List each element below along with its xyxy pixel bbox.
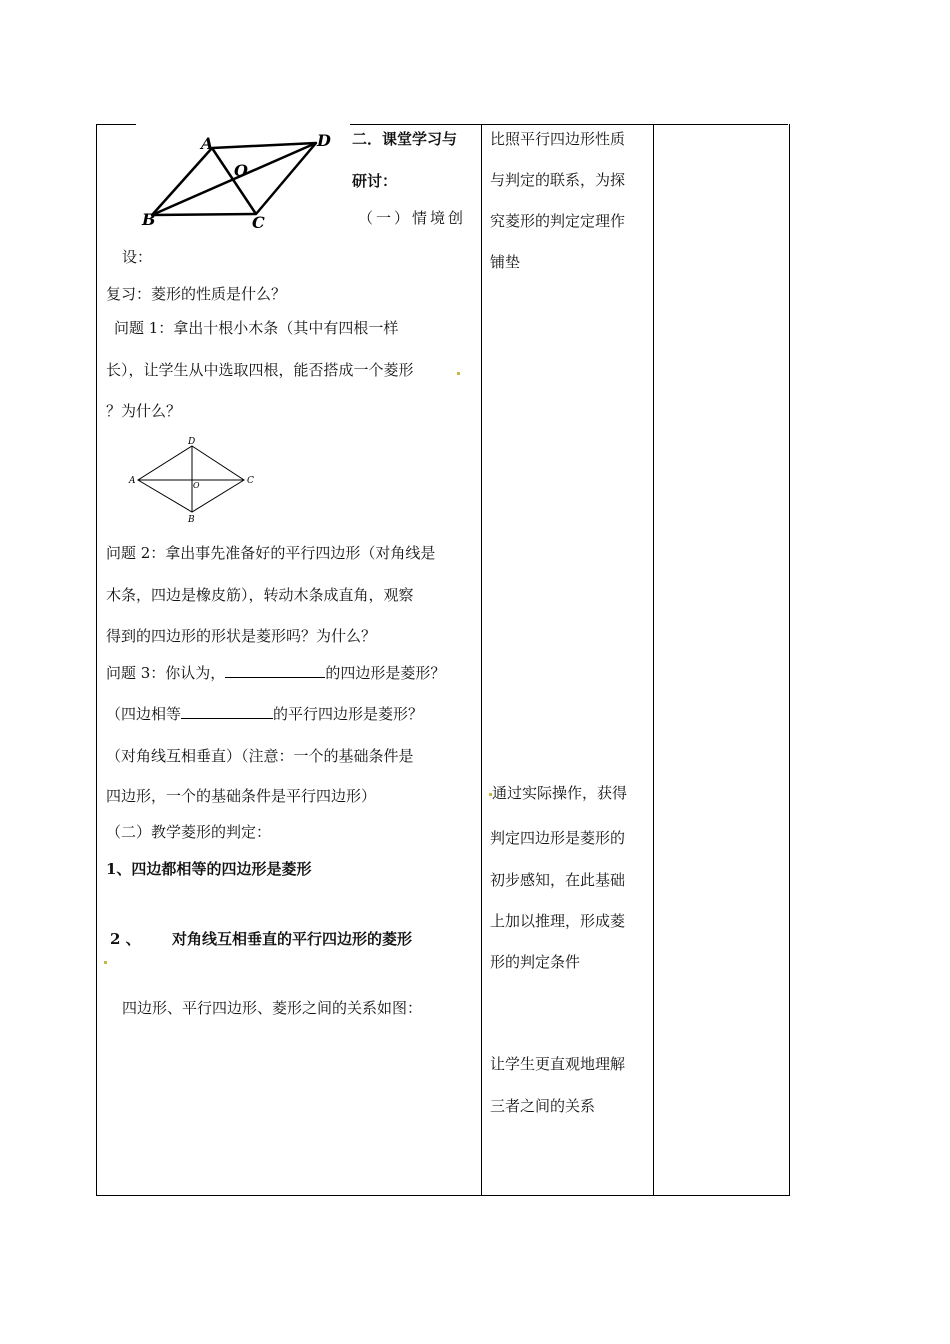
rhombus-rule-1: 1、四边都相等的四边形是菱形 bbox=[106, 860, 312, 878]
review-question: 复习：菱形的性质是什么？ bbox=[106, 285, 287, 303]
parallelogram-figure bbox=[138, 128, 338, 233]
question3-suffix: 的四边形是菱形？ bbox=[325, 664, 446, 682]
note2-line5: 形的判定条件 bbox=[490, 953, 581, 971]
question1-line3: ？为什么？ bbox=[106, 402, 182, 420]
subsection-one-line1: （一）情境创 bbox=[358, 209, 467, 227]
relation-statement: 四边形、平行四边形、菱形之间的关系如图： bbox=[122, 999, 423, 1017]
note1-line1: 比照平行四边形性质 bbox=[490, 130, 626, 148]
label-o: O bbox=[193, 481, 200, 490]
label-c: C bbox=[247, 476, 254, 486]
answer1-prefix: （四边相等 bbox=[106, 705, 182, 723]
label-a: A bbox=[201, 134, 214, 153]
label-c: C bbox=[252, 213, 265, 232]
label-a: A bbox=[129, 476, 136, 486]
rhombus-rule-2-number: 2 、 bbox=[110, 930, 141, 948]
question2-line1: 问题 2：拿出事先准备好的平行四边形（对角线是 bbox=[106, 544, 436, 562]
label-b: B bbox=[188, 515, 195, 524]
answer3: 四边形，一个的基础条件是平行四边形） bbox=[106, 787, 377, 805]
question3 bbox=[106, 663, 445, 683]
note3-line2: 三者之间的关系 bbox=[490, 1097, 596, 1115]
rhombus-figure bbox=[126, 436, 266, 524]
fill-blank[interactable] bbox=[181, 704, 273, 719]
note1-line3: 究菱形的判定定理作 bbox=[490, 212, 626, 230]
question2-line3: 得到的四边形的形状是菱形吗？为什么？ bbox=[106, 627, 377, 645]
answer1-suffix: 的平行四边形是菱形？ bbox=[273, 705, 424, 723]
question1-line1: 问题 1：拿出十根小木条（其中有四根一样 bbox=[114, 319, 399, 337]
note2-line4: 上加以推理，形成菱 bbox=[490, 912, 626, 930]
answer2: （对角线互相垂直）（注意：一个的基础条件是 bbox=[106, 747, 414, 765]
text-marker bbox=[104, 961, 107, 964]
question3-prefix: 问题 3：你认为， bbox=[106, 664, 226, 682]
note1-line2: 与判定的联系，为探 bbox=[490, 171, 626, 189]
label-o: O bbox=[234, 161, 248, 180]
section-title-line2: 研讨： bbox=[352, 172, 398, 190]
note2-line3: 初步感知，在此基础 bbox=[490, 871, 626, 889]
question2-line2: 木条，四边是橡皮筋），转动木条成直角，观察 bbox=[106, 586, 414, 604]
subsection-one-line2: 设： bbox=[122, 248, 153, 266]
question1-line2: 长），让学生从中选取四根，能否搭成一个菱形 bbox=[106, 361, 414, 379]
table-top-border-left bbox=[96, 124, 136, 125]
text-marker bbox=[457, 372, 460, 375]
label-d: D bbox=[317, 131, 331, 150]
fill-blank[interactable] bbox=[225, 663, 325, 678]
note1-line4: 铺垫 bbox=[490, 253, 521, 271]
table-top-border-right bbox=[350, 124, 788, 125]
note2-line2: 判定四边形是菱形的 bbox=[490, 829, 626, 847]
column-divider-1 bbox=[481, 124, 482, 1196]
answer1 bbox=[106, 704, 423, 724]
column-divider-2 bbox=[653, 124, 654, 1196]
section-title-line1: 二．课堂学习与 bbox=[352, 130, 458, 148]
note2-line1: 通过实际操作，获得 bbox=[492, 784, 628, 802]
rhombus-rule-2-text: 对角线互相垂直的平行四边形的菱形 bbox=[172, 930, 413, 948]
subsection-two: （二）教学菱形的判定： bbox=[106, 823, 272, 841]
note3-line1: 让学生更直观地理解 bbox=[490, 1055, 626, 1073]
label-d: D bbox=[188, 437, 196, 447]
label-b: B bbox=[142, 210, 156, 229]
